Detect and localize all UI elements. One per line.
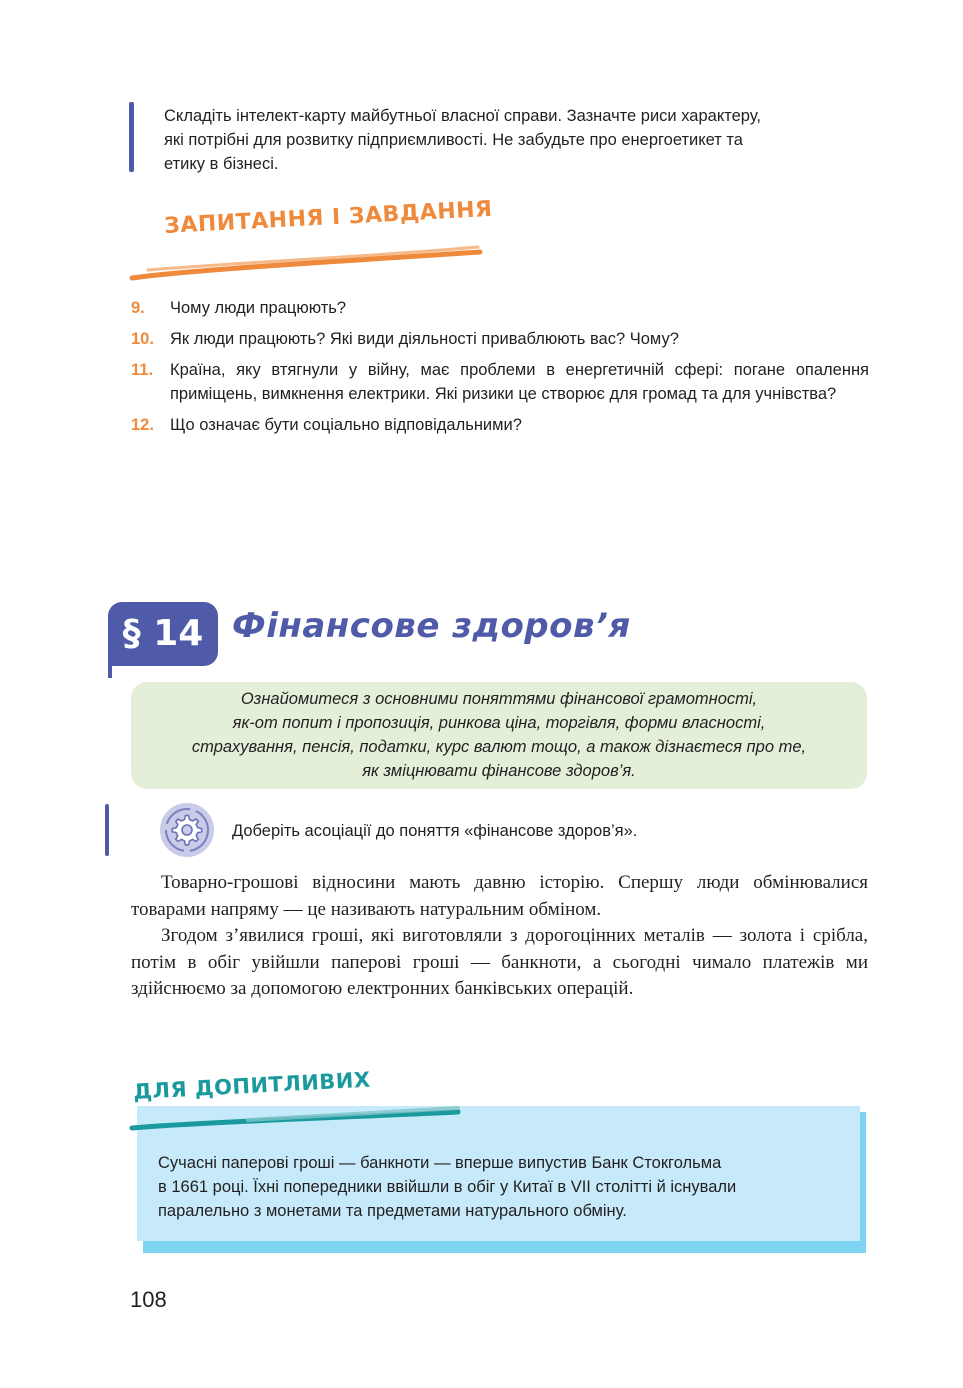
list-item: [131, 358, 869, 406]
intro-text: [131, 687, 867, 783]
curious-heading: ДЛЯ ДОПИТЛИВИХ: [132, 1067, 372, 1104]
body-text: [131, 870, 868, 1003]
list-item: [131, 327, 869, 351]
intro-line: як-от попит і пропозиція, ринкова ціна, торгівля, форми власності,: [232, 714, 766, 732]
curious-line: паралельно з монетами та предметами натурального обміну.: [158, 1202, 627, 1220]
task-line: Складіть інтелект-карту майбутньої власної справи. Зазначте риси характеру,: [164, 107, 761, 125]
task-line: етику в бізнесі.: [164, 155, 279, 173]
questions-heading-underline: [128, 240, 488, 285]
intro-line: Ознайомитеся з основними поняттями фінансової грамотності,: [240, 690, 758, 708]
task-text: [164, 104, 868, 176]
curious-heading-underline: [128, 1100, 468, 1136]
question-number: 10.: [131, 330, 154, 348]
task-line: які потрібні для розвитку підприємливості. Не забудьте про енергоетикет та: [164, 131, 743, 149]
page-number: 108: [130, 1287, 167, 1312]
curious-line: в 1661 році. Їхні попередники ввійшли в обіг у Китаї в VII столітті й існували: [158, 1178, 737, 1196]
paragraph-number: § 14: [108, 602, 218, 666]
curious-text: [158, 1151, 848, 1223]
question-text: Як люди працюють? Які види діяльності приваблюють вас? Чому?: [170, 330, 679, 348]
questions-heading: ЗАПИТАННЯ І ЗАВДАННЯ: [163, 196, 494, 239]
intro-line: як зміцнювати фінансове здоров’я.: [362, 762, 636, 780]
question-number: 12.: [131, 416, 154, 434]
question-text: Що означає бути соціально відповідальними?: [170, 416, 522, 434]
list-item: [131, 296, 869, 320]
body-paragraph: Згодом з’явилися гроші, які виготовляли з дорогоцінних металів — золота і срібла, потім в обіг увійшли паперові гроші — банкноти, а сьогодні чимало платежів ми здійснюємо за допомогою електронних банківських операцій.: [131, 925, 868, 999]
gear-icon: [159, 802, 215, 858]
question-text: Країна, яку втягнули у війну, має проблеми в енергетичній сфері: погане опалення приміщень, вимкнення електрики. Які ризики це створює для громад та для учнівства?: [170, 361, 869, 403]
question-number: 11.: [131, 361, 154, 379]
question-number: 9.: [131, 299, 145, 317]
paragraph-title: Фінансове здоров’я: [232, 606, 631, 646]
intro-line: страхування, пенсія, податки, курс валют тощо, а також дізнаєтеся про те,: [191, 738, 807, 756]
questions-list: [131, 296, 869, 444]
task-marker-bar: [129, 102, 134, 172]
curious-line: Сучасні паперові гроші — банкноти — вперше випустив Банк Стокгольма: [158, 1154, 722, 1172]
association-task-text: Доберіть асоціації до поняття «фінансове здоров’я».: [232, 822, 638, 840]
association-marker-bar: [105, 804, 109, 856]
question-text: Чому люди працюють?: [170, 299, 347, 317]
body-paragraph: Товарно-грошові відносини мають давню історію. Спершу люди обмінювалися товарами напряму — це називають натуральним обміном.: [131, 872, 868, 920]
list-item: [131, 413, 869, 437]
